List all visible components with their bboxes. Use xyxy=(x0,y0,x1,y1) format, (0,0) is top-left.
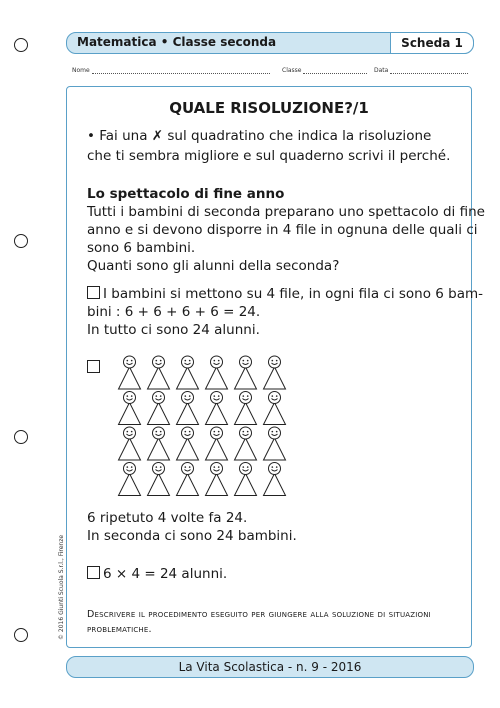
smiling-child-icon xyxy=(148,356,170,389)
sheet-label: Scheda 1 xyxy=(390,32,474,54)
smiling-child-icon xyxy=(177,392,199,425)
smiling-child-icon xyxy=(119,463,141,496)
binder-hole-4 xyxy=(14,628,28,642)
instruction-line-1: • Fai una ✗ sul quadratino che indica la risoluzione xyxy=(87,128,432,144)
problem-line-1: Tutti i bambini di seconda preparano uno spettacolo di fine xyxy=(87,204,485,220)
name-field[interactable] xyxy=(72,67,270,74)
footer-bar: La Vita Scolastica - n. 9 - 2016 xyxy=(66,656,474,678)
binder-hole-1 xyxy=(14,38,28,52)
problem-line-2: anno e si devono disporre in 4 file in ognuna delle quali ci xyxy=(87,222,478,238)
smiling-child-icon xyxy=(235,392,257,425)
children-grid-figure xyxy=(115,355,289,497)
option-2-checkbox[interactable] xyxy=(87,360,100,373)
smiling-child-icon xyxy=(235,427,257,460)
page-title: QUALE RISOLUZIONE?/1 xyxy=(169,99,369,117)
option-2-line-2: In seconda ci sono 24 bambini. xyxy=(87,528,297,544)
class-field[interactable] xyxy=(282,67,367,74)
problem-line-4: Quanti sono gli alunni della seconda? xyxy=(87,258,340,274)
class-label: Classe xyxy=(282,67,302,74)
binder-hole-3 xyxy=(14,430,28,444)
binder-hole-2 xyxy=(14,234,28,248)
teacher-note-line-1: Descrivere il procedimento eseguito per giungere alla soluzione di situazioni xyxy=(87,609,431,620)
option-1-checkbox[interactable] xyxy=(87,286,100,299)
smiling-child-icon xyxy=(264,463,286,496)
smiling-child-icon xyxy=(206,463,228,496)
option-3-row: 6 × 4 = 24 alunni. xyxy=(87,565,227,583)
smiling-child-icon xyxy=(177,463,199,496)
smiling-child-icon xyxy=(206,392,228,425)
option-2-line-1: 6 ripetuto 4 volte fa 24. xyxy=(87,510,248,526)
smiling-child-icon xyxy=(177,427,199,460)
problem-heading: Lo spettacolo di fine anno xyxy=(87,186,285,202)
option-3-checkbox[interactable] xyxy=(87,566,100,579)
option-2-row xyxy=(87,359,103,377)
smiling-child-icon xyxy=(148,392,170,425)
smiling-child-icon xyxy=(264,356,286,389)
smiling-child-icon xyxy=(206,356,228,389)
smiling-child-icon xyxy=(235,356,257,389)
header-subject: Matematica • Classe seconda xyxy=(77,35,277,49)
instruction-line-2: che ti sembra migliore e sul quaderno scrivi il perché. xyxy=(87,148,451,164)
option-1-line-1: I bambini si mettono su 4 file, in ogni fila ci sono 6 bam- xyxy=(87,285,483,303)
smiling-child-icon xyxy=(119,392,141,425)
copyright-text: © 2016 Giunti Scuola S.r.l., Firenze xyxy=(58,534,65,640)
smiling-child-icon xyxy=(148,427,170,460)
smiling-child-icon xyxy=(177,356,199,389)
smiling-child-icon xyxy=(235,463,257,496)
smiling-child-icon xyxy=(264,427,286,460)
smiling-child-icon xyxy=(264,392,286,425)
smiling-child-icon xyxy=(119,356,141,389)
option-1-line-3: In tutto ci sono 24 alunni. xyxy=(87,322,260,338)
date-label: Data xyxy=(374,67,389,74)
smiling-child-icon xyxy=(148,463,170,496)
smiling-child-icon xyxy=(119,427,141,460)
problem-line-3: sono 6 bambini. xyxy=(87,240,196,256)
smiling-child-icon xyxy=(206,427,228,460)
teacher-note xyxy=(87,607,431,637)
teacher-note-line-2: problematiche. xyxy=(87,624,152,635)
worksheet-card xyxy=(66,86,485,648)
header-bar xyxy=(66,32,474,54)
date-field[interactable] xyxy=(374,67,468,74)
name-label: Nome xyxy=(72,67,90,74)
option-1-line-2: bini : 6 + 6 + 6 + 6 = 24. xyxy=(87,304,261,320)
